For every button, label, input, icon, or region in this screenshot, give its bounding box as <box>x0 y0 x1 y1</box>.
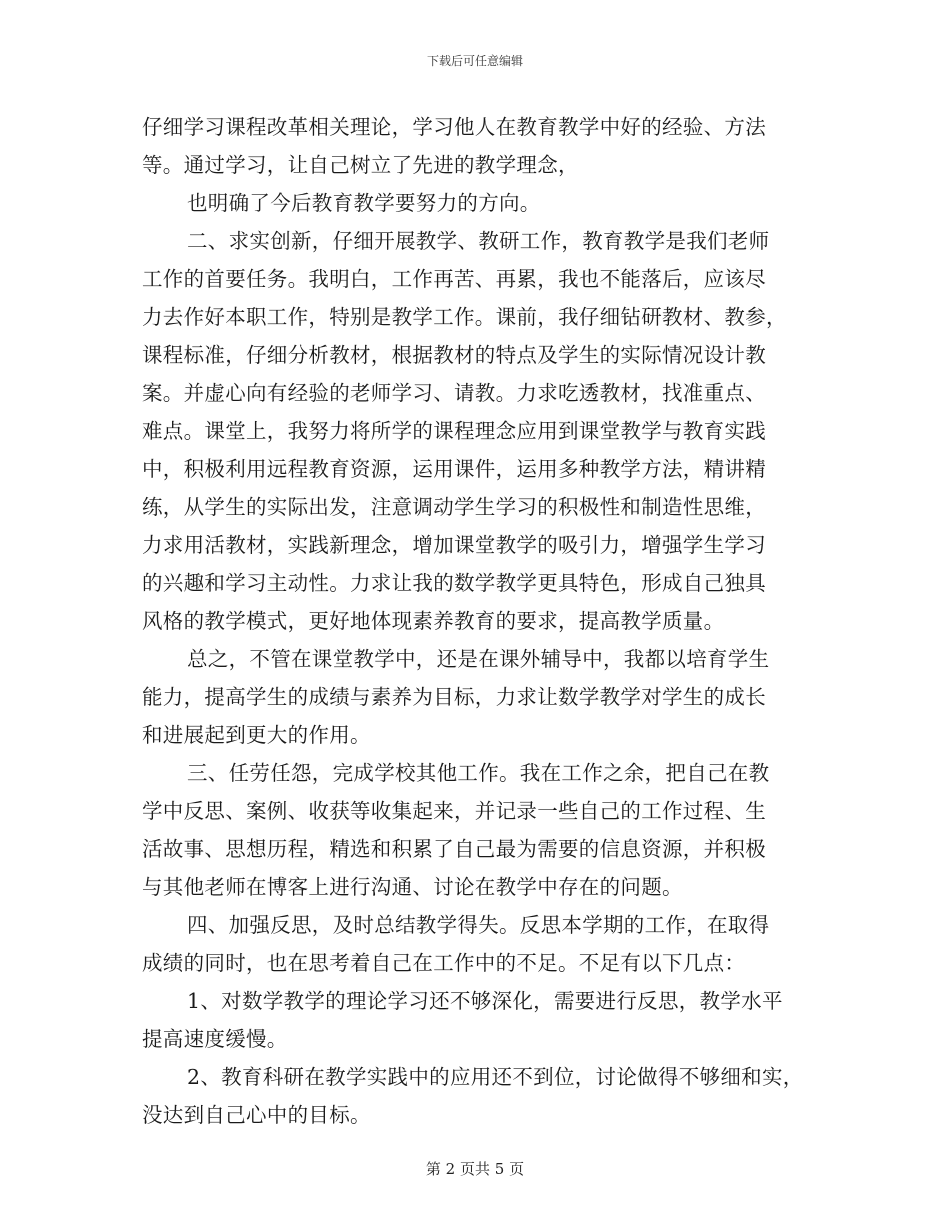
document-body <box>142 108 842 1134</box>
text-line: 力求用活教材，实践新理念，增加课堂教学的吸引力，增强学生学习 <box>142 533 766 557</box>
text-line: 学中反思、案例、收获等收集起来，并记录一些自己的工作过程、生 <box>142 799 766 823</box>
text-line: 的兴趣和学习主动性。力求让我的数学教学更具特色，形成自己独具 <box>142 571 766 595</box>
text-line: 仔细学习课程改革相关理论，学习他人在教育教学中好的经验、方法 <box>142 115 766 139</box>
text-line: 总之，不管在课堂教学中，还是在课外辅导中，我都以培育学生 <box>187 647 770 671</box>
page-header: 下载后可任意编辑 <box>426 54 523 68</box>
text-line: 与其他老师在博客上进行沟通、讨论在教学中存在的问题。 <box>142 875 683 899</box>
text-line: 等。通过学习，让自己树立了先进的教学理念， <box>142 153 579 177</box>
text-line: 2、教育科研在教学实践中的应用还不到位，讨论做得不够细和实， <box>187 1065 804 1089</box>
text-line: 1、对数学教学的理论学习还不够深化，需要进行反思，教学水平 <box>187 989 783 1013</box>
page-footer: 第 2 页共 5 页 <box>425 1160 525 1178</box>
text-line: 练，从学生的实际出发，注意调动学生学习的积极性和制造性思维， <box>142 495 766 519</box>
text-line: 三、任劳任怨，完成学校其他工作。我在工作之余，把自己在教 <box>187 761 770 785</box>
text-line: 四、加强反思，及时总结教学得失。反思本学期的工作，在取得 <box>187 913 770 937</box>
text-line: 案。并虚心向有经验的老师学习、请教。力求吃透教材，找准重点、 <box>142 381 766 405</box>
text-line: 二、求实创新，仔细开展教学、教研工作，教育教学是我们老师 <box>187 229 770 253</box>
text-line: 风格的教学模式，更好地体现素养教育的要求，提高教学质量。 <box>142 609 725 633</box>
text-line: 工作的首要任务。我明白，工作再苦、再累，我也不能落后，应该尽 <box>142 267 766 291</box>
text-line: 活故事、思想历程，精选和积累了自己最为需要的信息资源，并积极 <box>142 837 766 861</box>
text-line: 中，积极利用远程教育资源，运用课件，运用多种教学方法，精讲精 <box>142 457 766 481</box>
text-line: 和进展起到更大的作用。 <box>142 723 371 747</box>
text-line: 没达到自己心中的目标。 <box>142 1103 371 1127</box>
text-line: 提高速度缓慢。 <box>142 1027 288 1051</box>
text-line: 成绩的同时，也在思考着自己在工作中的不足。不足有以下几点： <box>142 951 746 975</box>
text-line: 课程标准，仔细分析教材，根据教材的特点及学生的实际情况设计教 <box>142 343 766 367</box>
text-line: 力去作好本职工作，特别是教学工作。课前，我仔细钻研教材、教参， <box>142 305 787 329</box>
text-line: 也明确了今后教育教学要努力的方向。 <box>187 191 541 215</box>
text-line: 难点。课堂上，我努力将所学的课程理念应用到课堂教学与教育实践 <box>142 419 766 443</box>
text-line: 能力，提高学生的成绩与素养为目标，力求让数学教学对学生的成长 <box>142 685 766 709</box>
